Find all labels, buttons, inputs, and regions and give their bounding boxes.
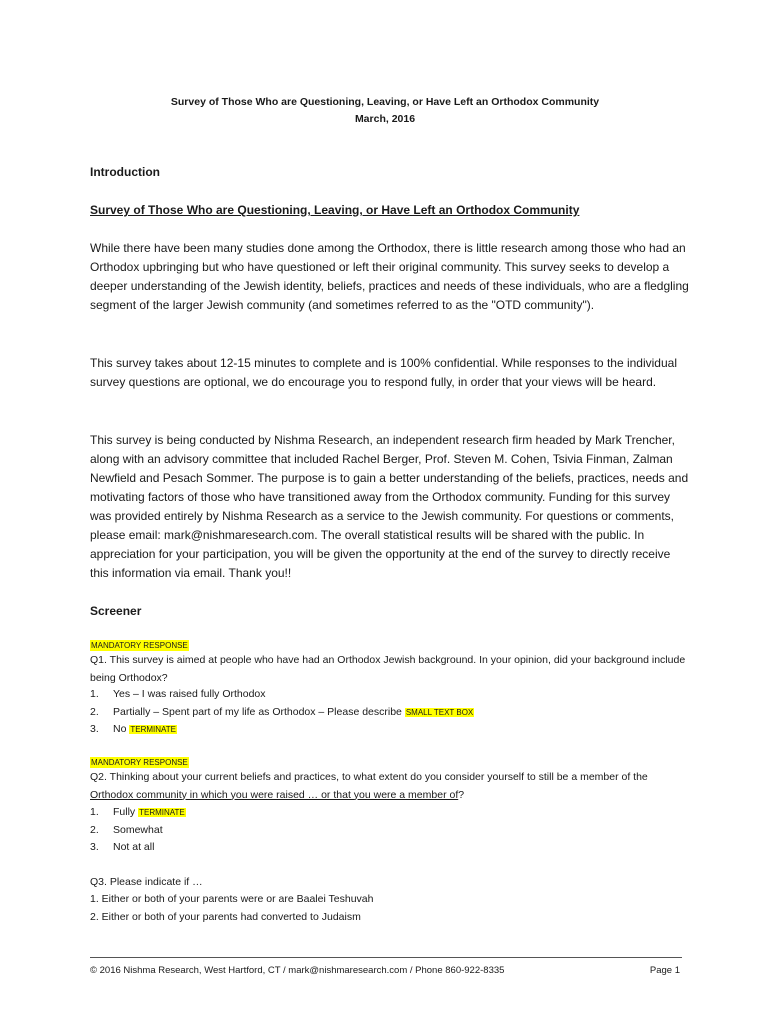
intro-paragraph-3: This survey is being conducted by Nishma Research, an independent research firm headed by Mark Trencher, along with an advisory committee that included Rachel Berger, Prof. Steven M. Cohen, Tsivia Finman, Zalman Newfield and Pesach Sommer. The purpose is to gain a better understanding of the beliefs, practices, needs and motivating factors of those who have transitioned away from the Orthodox community. Funding for this survey was provided entirely by Nishma Research as a service to the Jewish community. For questions or comments, please email: mark@nishmaresearch.com. The overall statistical results will be shared with the public. In appreciation for your participation, you will be given the opportunity at the end of the survey to directly receive this information via email. Thank you!! — [90, 433, 689, 580]
footer-divider — [90, 957, 682, 958]
option-number: 2. — [90, 706, 99, 718]
option-number: 2. — [90, 824, 99, 836]
q2-mandatory-tag: MANDATORY RESPONSE — [91, 758, 188, 767]
document-title: Survey of Those Who are Questioning, Leaving, or Have Left an Orthodox Community — [170, 96, 600, 108]
survey-subheading: Survey of Those Who are Questioning, Leaving, or Have Left an Orthodox Community — [90, 203, 580, 217]
q1-option-3[interactable] — [90, 721, 177, 739]
intro-paragraph-1: While there have been many studies done among the Orthodox, there is little research among those who had an Orthodox upbringing but who have questioned or left their original community. This survey seeks to develop a deeper understanding of the Jewish identity, beliefs, practices and needs of these individuals, who are a fledgling segment of the larger Jewish community (and sometimes referred to as the "OTD community"). — [90, 241, 689, 312]
q1-mandatory-tag: MANDATORY RESPONSE — [91, 641, 188, 650]
page-number: Page 1 — [649, 965, 680, 976]
terminate-tag: TERMINATE — [130, 725, 176, 734]
q2-option-3[interactable] — [90, 839, 154, 857]
terminate-tag: TERMINATE — [139, 808, 185, 817]
q3-item-2[interactable]: 2. Either or both of your parents had converted to Judaism — [90, 911, 361, 923]
option-number: 3. — [90, 723, 99, 735]
option-label: Partially – Spent part of my life as Orthodox – Please describe — [113, 706, 402, 718]
option-label: Somewhat — [113, 824, 163, 836]
q3-item-1[interactable]: 1. Either or both of your parents were or are Baalei Teshuvah — [90, 893, 374, 905]
q2-text-start: Q2. Thinking about your current beliefs and practices, to what extent do you consider yourself to still be a member of the — [90, 771, 648, 783]
q2-option-2[interactable] — [90, 822, 163, 840]
option-number: 1. — [90, 806, 99, 818]
option-label: Fully — [113, 806, 136, 818]
option-label: No — [113, 723, 127, 735]
q2-option-1[interactable] — [90, 804, 186, 822]
option-label: Yes – I was raised fully Orthodox — [113, 688, 266, 700]
intro-paragraph-2: This survey takes about 12-15 minutes to complete and is 100% confidential. While responses to the individual survey questions are optional, we do encourage you to respond fully, in order that your views will be heard. — [90, 356, 677, 389]
footer-text: © 2016 Nishma Research, West Hartford, CT / mark@nishmaresearch.com / Phone 860-922-8335 — [90, 965, 505, 976]
q3-text: Q3. Please indicate if … — [90, 876, 203, 888]
q2-text — [90, 769, 690, 804]
screener-heading: Screener — [90, 604, 142, 618]
small-text-box-tag: SMALL TEXT BOX — [405, 708, 474, 717]
q2-text-underlined: Orthodox community in which you were raised … or that you were a member of — [90, 788, 459, 801]
introduction-heading: Introduction — [90, 165, 160, 179]
option-number: 1. — [90, 688, 99, 700]
q1-text: Q1. This survey is aimed at people who have had an Orthodox Jewish background. In your opinion, did your background include being Orthodox? — [90, 654, 686, 684]
option-label: Not at all — [113, 841, 155, 853]
option-number: 3. — [90, 841, 99, 853]
q1-option-1[interactable] — [90, 686, 266, 704]
q2-text-end: ? — [458, 788, 465, 801]
q1-option-2[interactable] — [90, 704, 474, 722]
document-date: March, 2016 — [354, 113, 416, 125]
